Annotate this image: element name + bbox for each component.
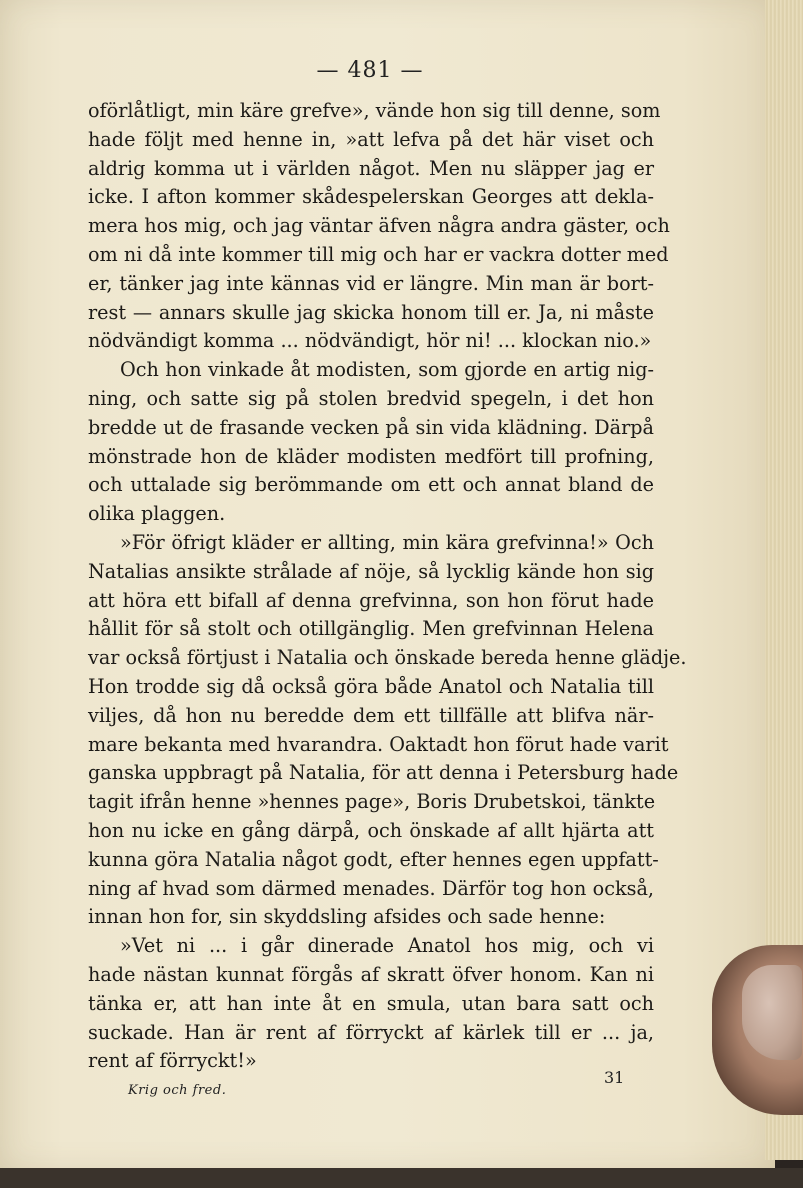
text-line: icke. I afton kommer skådespelerskan Georges att dekla-: [88, 185, 654, 209]
footer-book-title: Krig och fred.: [128, 1083, 227, 1098]
text-line: rest — annars skulle jag skicka honom till er. Ja, ni måste: [88, 300, 654, 324]
text-line: hållit för så stolt och otillgänglig. Men grefvinnan Helena: [88, 617, 654, 641]
text-line: var också förtjust i Natalia och önskade bereda henne glädje.: [88, 646, 687, 670]
text-line: olika plaggen.: [88, 502, 226, 526]
text-line: ning, och satte sig på stolen bredvid spegeln, i det hon: [88, 386, 654, 410]
text-line: »För öfrigt kläder er allting, min kära grefvinna!» Och: [120, 530, 654, 554]
text-line: tänka er, att han inte åt en smula, utan bara satt och: [88, 991, 654, 1015]
text-line: aldrig komma ut i världen något. Men nu släpper jag er: [88, 156, 654, 180]
thumbnail-image: [742, 965, 802, 1060]
text-line: Hon trodde sig då också göra både Anatol och Natalia till: [88, 674, 654, 698]
text-line: bredde ut de frasande vecken på sin vida klädning. Därpå: [88, 415, 654, 439]
text-line: Natalias ansikte strålade af nöje, så lycklig kände hon sig: [88, 559, 654, 583]
body-text: [88, 97, 687, 1076]
text-line: mera hos mig, och jag väntar äfven några andra gäster, och: [88, 214, 670, 238]
text-line: viljes, då hon nu beredde dem ett tillfälle att blifva när-: [88, 703, 654, 727]
text-line: mare bekanta med hvarandra. Oaktadt hon förut hade varit: [88, 732, 669, 756]
text-line: hade nästan kunnat förgås af skratt öfver honom. Kan ni: [88, 962, 654, 986]
text-line: hade följt med henne in, »att lefva på det här viset och: [88, 127, 654, 151]
text-line: ganska uppbragt på Natalia, för att denna i Petersburg hade: [88, 761, 679, 785]
text-line: tagit ifrån henne »hennes page», Boris Drubetskoi, tänkte: [88, 790, 656, 814]
text-line: kunna göra Natalia något godt, efter hennes egen uppfatt-: [88, 847, 659, 871]
table-surface: [0, 1168, 803, 1188]
text-line: hon nu icke en gång därpå, och önskade af allt hjärta att: [88, 818, 654, 842]
text-line: att höra ett bifall af denna grefvinna, son hon förut hade: [88, 588, 654, 612]
text-line: »Vet ni ... i går dinerade Anatol hos mig, och vi: [120, 934, 654, 958]
page-number: — 481 —: [316, 58, 424, 83]
text-line: Och hon vinkade åt modisten, som gjorde en artig nig-: [120, 358, 654, 382]
text-line: ning af hvad som därmed menades. Därför tog hon också,: [88, 876, 654, 900]
signature-mark: 31: [604, 1068, 625, 1087]
text-line: om ni då inte kommer till mig och har er vackra dotter med: [88, 242, 669, 266]
text-line: oförlåtligt, min käre grefve», vände hon sig till denne, som: [88, 99, 661, 122]
text-line: och uttalade sig berömmande om ett och annat bland de: [88, 473, 654, 497]
text-line: innan hon for, sin skyddsling afsides och sade henne:: [88, 905, 606, 929]
text-line: nödvändigt komma ... nödvändigt, hör ni! ... klockan nio.»: [88, 329, 652, 353]
text-line: mönstrade hon de kläder modisten medfört till profning,: [88, 444, 654, 468]
text-line: er, tänker jag inte kännas vid er längre. Min man är bort-: [88, 271, 654, 295]
text-line: rent af förryckt!»: [88, 1049, 257, 1073]
text-line: suckade. Han är rent af förryckt af kärlek till er ... ja,: [88, 1020, 654, 1044]
